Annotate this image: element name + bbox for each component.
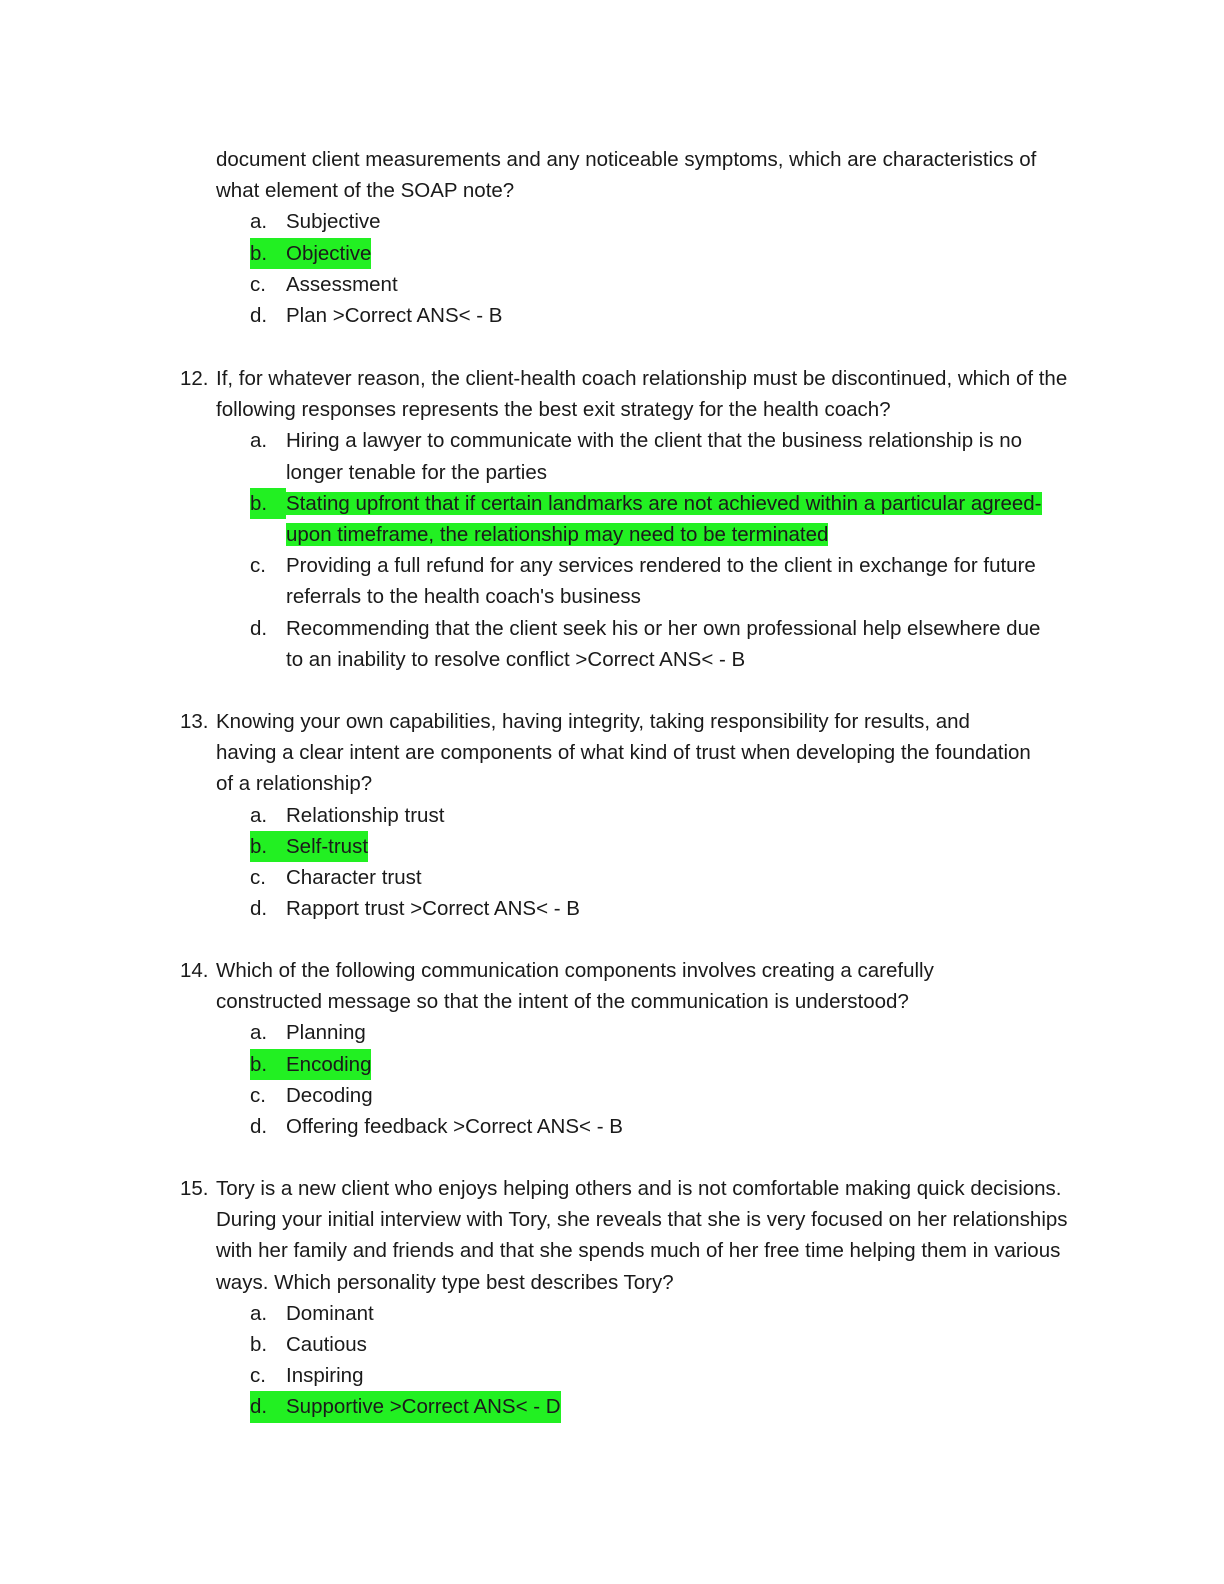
option-b-highlighted [250, 831, 368, 862]
option-text: Hiring a lawyer to communicate with the client that the business relationship is no longer tenable for the parties [286, 429, 1023, 484]
option-text: Assessment [286, 272, 398, 296]
option-a [250, 425, 1080, 487]
option-c [250, 550, 1080, 612]
option-d [250, 893, 1080, 924]
answer-options [180, 1017, 1080, 1142]
option-letter: d. [250, 897, 268, 921]
question-14 [180, 955, 1080, 1142]
option-letter: d. [250, 1115, 268, 1139]
question-12 [180, 363, 1080, 675]
answer-options [180, 800, 1080, 925]
option-text: Supportive >Correct ANS< - D [286, 1395, 561, 1419]
option-b-highlighted [250, 238, 371, 269]
question-number: 15. [180, 1177, 209, 1200]
question-stem [180, 363, 1080, 425]
option-text: Decoding [286, 1083, 373, 1107]
question-text: Tory is a new client who enjoys helping others and is not comfortable making quick decisions. During your initial interview with Tory, she reveals that she is very focused on her relationships with her family and friends and that she spends much of her free time helping them in various ways. Which personality type best describes Tory? [216, 1177, 1068, 1294]
option-text: Rapport trust >Correct ANS< - B [286, 897, 580, 921]
option-d [250, 300, 1080, 331]
option-letter: a. [250, 1021, 268, 1045]
option-letter: c. [250, 1083, 266, 1107]
question-text: If, for whatever reason, the client-health coach relationship must be discontinued, which of the following responses represents the best exit strategy for the health coach? [216, 367, 1068, 422]
question-11-continued [180, 144, 1080, 331]
question-15 [180, 1173, 1080, 1423]
option-letter: a. [250, 429, 268, 453]
option-b [250, 1329, 1080, 1360]
question-stem [180, 144, 1080, 206]
option-letter: b. [250, 488, 286, 519]
option-a [250, 1298, 1080, 1329]
option-b-highlighted [250, 1049, 371, 1080]
option-letter: b. [250, 241, 268, 265]
option-text: Character trust [286, 866, 422, 890]
option-letter: a. [250, 1301, 268, 1325]
question-number: 13. [180, 710, 209, 733]
option-text: Plan >Correct ANS< - B [286, 304, 503, 328]
question-13 [180, 706, 1080, 924]
option-letter: c. [250, 1364, 266, 1388]
option-c [250, 862, 1080, 893]
option-letter: c. [250, 554, 266, 578]
option-text-wrapper [286, 488, 1056, 550]
option-a [250, 1017, 1080, 1048]
option-letter: d. [250, 616, 268, 640]
option-text: Subjective [286, 210, 381, 234]
question-text: Which of the following communication components involves creating a carefully constructed message so that the intent of the communication is understood? [216, 959, 934, 1014]
option-letter: a. [250, 803, 268, 827]
option-text: Planning [286, 1021, 366, 1045]
option-a [250, 206, 1080, 237]
option-letter: b. [250, 1333, 268, 1357]
question-stem [180, 706, 1080, 800]
answer-options [180, 1298, 1080, 1423]
option-text: Inspiring [286, 1364, 364, 1388]
option-a [250, 800, 1080, 831]
option-letter: b. [250, 1052, 268, 1076]
answer-options [180, 425, 1080, 675]
option-text: Relationship trust [286, 803, 445, 827]
option-letter: a. [250, 210, 268, 234]
option-text: Self-trust [286, 834, 369, 858]
answer-options [180, 206, 1080, 331]
question-text: document client measurements and any noticeable symptoms, which are characteristics of what element of the SOAP note? [216, 148, 1037, 203]
option-d-highlighted [250, 1391, 561, 1422]
question-stem [180, 1173, 1080, 1298]
option-letter: c. [250, 866, 266, 890]
option-text: Objective [286, 241, 372, 265]
option-text: Stating upfront that if certain landmarks are not achieved within a particular agreed-upon timeframe, the relationship may need to be terminated [286, 491, 1042, 547]
option-c [250, 1080, 1080, 1111]
option-c [250, 269, 1080, 300]
question-number: 14. [180, 959, 209, 982]
option-text: Recommending that the client seek his or her own professional help elsewhere due to an inability to resolve conflict >Correct ANS< - B [286, 616, 1041, 671]
option-letter: b. [250, 834, 268, 858]
option-b-highlighted [250, 488, 1080, 550]
option-text: Providing a full refund for any services rendered to the client in exchange for future referrals to the health coach's business [286, 554, 1036, 609]
option-text: Dominant [286, 1301, 374, 1325]
option-text: Encoding [286, 1052, 372, 1076]
option-letter: c. [250, 272, 266, 296]
option-text: Offering feedback >Correct ANS< - B [286, 1115, 623, 1139]
question-text: Knowing your own capabilities, having integrity, taking responsibility for results, and having a clear intent are components of what kind of trust when developing the foundation of a relationship? [216, 710, 1031, 796]
option-d [250, 1111, 1080, 1142]
option-text: Cautious [286, 1333, 367, 1357]
option-c [250, 1360, 1080, 1391]
question-number: 12. [180, 367, 209, 390]
option-d [250, 613, 1080, 675]
question-stem [180, 955, 1080, 1017]
option-letter: d. [250, 1395, 268, 1419]
option-letter: d. [250, 304, 268, 328]
